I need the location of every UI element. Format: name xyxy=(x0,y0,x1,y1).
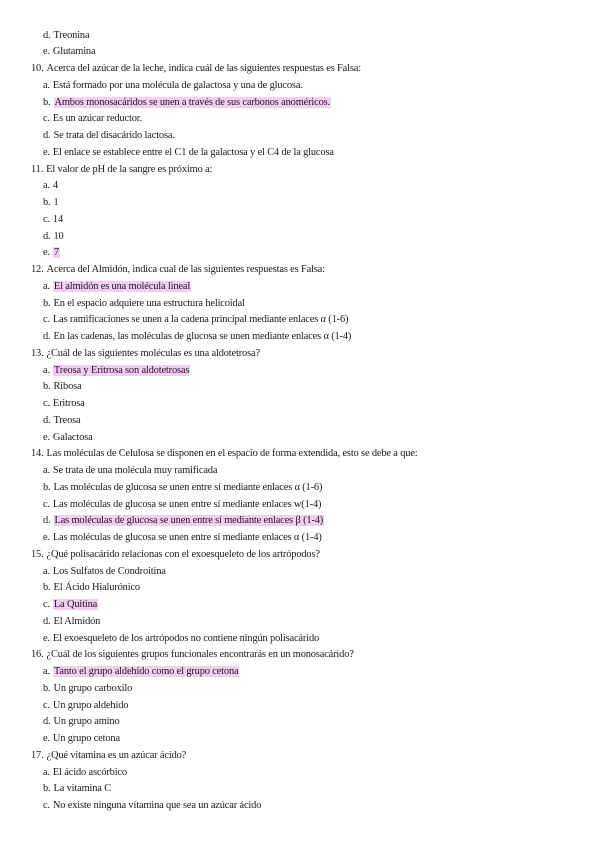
option-letter: b. xyxy=(43,783,51,795)
highlighted-answer-text: El almidón es una molécula lineal xyxy=(53,280,191,292)
option-line xyxy=(43,29,89,42)
option-letter: d. xyxy=(43,716,51,728)
option-line xyxy=(43,531,322,544)
question-number: 10. xyxy=(31,63,44,74)
question-line xyxy=(31,163,212,176)
option-line xyxy=(43,246,60,259)
option-text: Se trata del disacárido lactosa. xyxy=(53,130,175,141)
question-text: ¿Qué polisacárido relacionas con el exoesqueleto de los artrópodos? xyxy=(46,548,320,560)
question-line xyxy=(31,62,361,75)
option-letter: c. xyxy=(43,498,50,510)
option-line xyxy=(43,129,175,142)
option-letter: c. xyxy=(43,213,50,225)
option-line xyxy=(43,146,334,159)
option-letter: d. xyxy=(43,414,51,426)
question-number: 14. xyxy=(31,448,44,460)
option-letter: b. xyxy=(43,481,51,493)
question-line xyxy=(31,447,418,460)
option-line xyxy=(43,715,120,728)
option-letter: d. xyxy=(43,331,51,342)
option-line xyxy=(43,699,128,712)
option-letter: b. xyxy=(43,582,51,594)
option-letter: c. xyxy=(43,800,50,811)
question-text: ¿Cuál de las siguientes moléculas es una aldotetrosa? xyxy=(46,347,260,359)
highlighted-answer-text: Las moléculas de glucosa se unen entre sí mediante enlaces β (1-4) xyxy=(54,515,324,527)
option-line xyxy=(43,230,64,243)
option-letter: e. xyxy=(43,46,50,58)
option-letter: e. xyxy=(43,532,50,543)
option-text: Glutamina xyxy=(52,46,96,58)
option-text: El Ácido Hialurónico xyxy=(53,582,140,594)
option-letter: a. xyxy=(43,79,50,91)
question-number: 12. xyxy=(31,264,44,275)
option-line xyxy=(43,565,166,578)
question-text: Acerca del Almidón, indica cual de las siguientes respuestas es Falsa: xyxy=(46,264,325,275)
highlighted-answer-text: Tanto el grupo aldehído como el grupo cetona xyxy=(53,666,239,677)
option-line xyxy=(43,598,98,611)
option-text: Las moléculas de glucosa se unen entre sí mediante enlaces w(1-4) xyxy=(52,498,322,510)
option-text: Eritrosa xyxy=(52,398,85,409)
option-text: Un grupo cetona xyxy=(52,733,120,744)
question-line xyxy=(31,749,186,762)
question-number: 13. xyxy=(31,347,44,359)
option-text: 4 xyxy=(52,180,58,192)
option-line xyxy=(43,179,58,192)
option-letter: a. xyxy=(43,565,50,577)
option-text: Un grupo carboxilo xyxy=(53,682,133,694)
option-text: Treosa xyxy=(53,414,81,426)
option-line xyxy=(43,330,351,343)
question-number: 11. xyxy=(31,163,44,175)
option-line xyxy=(43,414,81,427)
option-letter: d. xyxy=(43,29,51,41)
option-text: Galactosa xyxy=(52,431,93,443)
option-letter: b. xyxy=(43,197,51,208)
option-letter: a. xyxy=(43,666,50,677)
option-text: Un grupo aldehído xyxy=(52,699,129,711)
option-text: Se trata de una molécula muy ramificada xyxy=(52,465,218,476)
option-letter: a. xyxy=(43,766,50,778)
option-line xyxy=(43,632,319,645)
option-line xyxy=(43,397,85,410)
option-text: El Almidón xyxy=(53,615,101,627)
option-text: La vitamina C xyxy=(53,783,111,795)
option-line xyxy=(43,297,245,310)
option-letter: a. xyxy=(43,280,50,292)
option-line xyxy=(43,481,322,494)
option-letter: e. xyxy=(43,146,50,158)
question-line xyxy=(31,347,260,360)
option-line xyxy=(43,498,321,511)
option-letter: e. xyxy=(43,632,50,644)
option-line xyxy=(43,96,331,109)
option-text: Ribosa xyxy=(53,381,82,393)
option-text: Treonina xyxy=(53,29,90,41)
option-letter: a. xyxy=(43,364,50,376)
question-text: Las moléculas de Celulosa se disponen en el espacio de forma extendida, esto se debe a que: xyxy=(46,448,418,460)
question-line xyxy=(31,548,320,561)
option-letter: d. xyxy=(43,130,51,141)
option-text: El enlace se establece entre el C1 de la galactosa y el C4 de la glucosa xyxy=(52,146,334,158)
option-line xyxy=(43,514,324,527)
option-line xyxy=(43,615,100,628)
option-line xyxy=(43,112,142,125)
option-letter: e. xyxy=(43,733,50,744)
option-line xyxy=(43,431,93,444)
question-text: El valor de pH de la sangre es próximo a: xyxy=(46,163,213,175)
option-letter: d. xyxy=(43,615,51,627)
option-line xyxy=(43,280,191,293)
option-letter: d. xyxy=(43,515,51,527)
option-line xyxy=(43,766,127,779)
highlighted-answer-text: Ambos monosacáridos se unen a través de sus carbonos anoméricos. xyxy=(54,96,330,108)
question-number: 15. xyxy=(31,548,44,560)
option-line xyxy=(43,45,95,58)
option-letter: b. xyxy=(43,381,51,393)
option-text: Un grupo amino xyxy=(53,716,120,728)
question-number: 17. xyxy=(31,749,44,761)
option-line xyxy=(43,581,140,594)
option-text: 10 xyxy=(53,230,64,242)
option-text: Está formado por una molécula de galactosa y una de glucosa. xyxy=(52,79,303,91)
option-letter: b. xyxy=(43,297,51,309)
option-line xyxy=(43,79,303,92)
option-text: Las moléculas de glucosa se unen entre sí mediante enlaces α (1-6) xyxy=(53,481,323,493)
option-line xyxy=(43,213,63,226)
option-line xyxy=(43,464,217,477)
highlighted-answer-text: Treosa y Eritrosa son aldotetrosas xyxy=(53,364,190,376)
option-line xyxy=(43,682,132,695)
option-line xyxy=(43,799,261,812)
option-text: En las cadenas, las moléculas de glucosa se unen mediante enlaces α (1-4) xyxy=(53,331,352,342)
option-text: En el espacio adquiere una estructura helicoidal xyxy=(53,297,245,309)
option-text: El ácido ascórbico xyxy=(52,766,127,778)
option-line xyxy=(43,380,81,393)
highlighted-answer-text: La Quitina xyxy=(53,599,98,610)
option-text: Es un azúcar reductor. xyxy=(52,113,142,125)
option-letter: b. xyxy=(43,96,51,108)
option-letter: d. xyxy=(43,230,51,242)
question-text: ¿Qué vitamina es un azúcar ácido? xyxy=(46,749,187,761)
option-line xyxy=(43,732,120,745)
option-line xyxy=(43,196,59,209)
question-line xyxy=(31,263,325,276)
question-text: ¿Cuál de los siguientes grupos funcionales encontrarás en un monosacárido? xyxy=(46,649,354,661)
option-letter: a. xyxy=(43,180,50,192)
option-line xyxy=(43,665,239,678)
question-number: 16. xyxy=(31,649,44,661)
option-text: Las moléculas de glucosa se unen entre sí mediante enlaces α (1-4) xyxy=(52,532,322,543)
option-letter: a. xyxy=(43,465,50,476)
option-letter: c. xyxy=(43,398,50,409)
option-letter: b. xyxy=(43,682,51,694)
option-text: El exoesqueleto de los artrópodos no contiene ningún polisacárido xyxy=(52,632,320,644)
option-letter: c. xyxy=(43,599,50,610)
option-line xyxy=(43,364,190,377)
option-text: 1 xyxy=(53,197,59,208)
option-line xyxy=(43,313,348,326)
option-text: Las ramificaciones se unen a la cadena principal mediante enlaces α (1-6) xyxy=(52,314,349,326)
option-text: 14 xyxy=(52,213,64,225)
option-letter: e. xyxy=(43,431,50,443)
option-text: No existe ninguna vitamina que sea un azúcar ácido xyxy=(52,800,262,811)
option-letter: e. xyxy=(43,247,50,259)
question-line xyxy=(31,648,354,661)
question-text: Acerca del azúcar de la leche, indica cuál de las siguientes respuestas es Falsa: xyxy=(46,63,361,74)
option-text: Los Sulfatos de Condroitina xyxy=(52,565,166,577)
option-letter: c. xyxy=(43,314,50,326)
option-letter: c. xyxy=(43,699,50,711)
option-line xyxy=(43,782,111,795)
option-letter: c. xyxy=(43,113,50,125)
highlighted-answer-text: 7 xyxy=(53,247,59,259)
